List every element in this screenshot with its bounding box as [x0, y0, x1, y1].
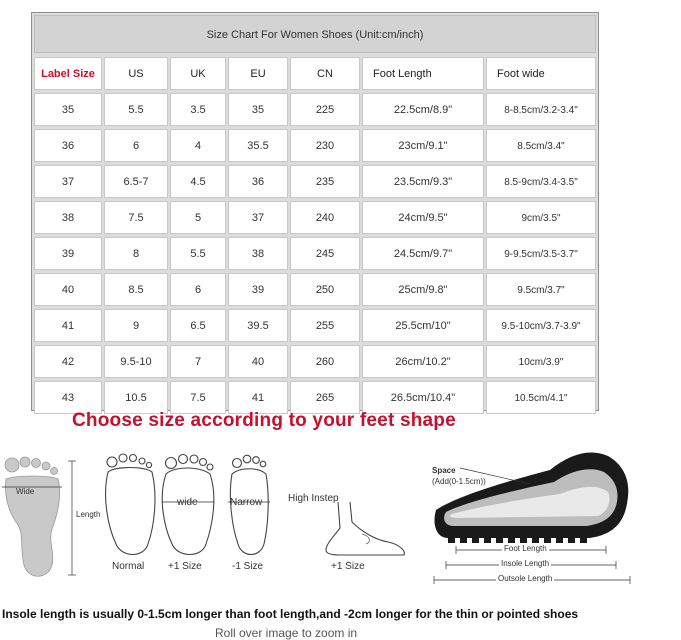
size-chart [31, 12, 599, 411]
table-cell: 40 [228, 345, 288, 378]
table-cell: 38 [228, 237, 288, 270]
table-cell: 245 [290, 237, 360, 270]
rollover-hint: Roll over image to zoom in [215, 626, 358, 640]
header-eu: EU [228, 57, 288, 90]
table-cell: 3.5 [170, 93, 226, 126]
table-cell: 25cm/9.8" [362, 273, 484, 306]
feet-wide-label: wide [177, 497, 198, 508]
header-foot-wide: Foot wide [486, 57, 596, 90]
table-cell: 39 [228, 273, 288, 306]
table-cell: 39 [34, 237, 102, 270]
table-cell: 42 [34, 345, 102, 378]
feet-narrow-label: Narrow [230, 497, 263, 508]
table-cell: 9.5-10 [104, 345, 168, 378]
length-label: Length [76, 510, 101, 519]
table-cell: 24cm/9.5" [362, 201, 484, 234]
chart-title: Size Chart For Women Shoes (Unit:cm/inch) [34, 15, 596, 53]
table-cell: 5.5 [104, 93, 168, 126]
header-cn: CN [290, 57, 360, 90]
table-cell: 8.5-9cm/3.4-3.5" [486, 165, 596, 198]
table-cell: 230 [290, 129, 360, 162]
table-cell: 26cm/10.2" [362, 345, 484, 378]
table-cell: 36 [228, 165, 288, 198]
table-cell: 6.5-7 [104, 165, 168, 198]
table-cell: 260 [290, 345, 360, 378]
table-cell: 10.5 [104, 381, 168, 414]
plus-one-size-label: +1 Size [168, 561, 202, 572]
table-cell: 6 [104, 129, 168, 162]
table-cell: 9.5-10cm/3.7-3.9" [486, 309, 596, 342]
table-cell: 23.5cm/9.3" [362, 165, 484, 198]
table-cell: 4 [170, 129, 226, 162]
table-cell: 235 [290, 165, 360, 198]
table-cell: 6 [170, 273, 226, 306]
table-cell: 225 [290, 93, 360, 126]
table-cell: 35 [34, 93, 102, 126]
guide-heading: Choose size according to your feet shape [72, 410, 456, 431]
header-label-size: Label Size [34, 57, 102, 90]
table-cell: 38 [34, 201, 102, 234]
space-range-label: (Add(0-1.5cm)) [432, 477, 486, 486]
table-cell: 43 [34, 381, 102, 414]
normal-label: Normal [112, 561, 145, 572]
table-cell: 35.5 [228, 129, 288, 162]
table-cell: 36 [34, 129, 102, 162]
table-cell: 10cm/3.9" [486, 345, 596, 378]
table-cell: 9-9.5cm/3.5-3.7" [486, 237, 596, 270]
table-cell: 35 [228, 93, 288, 126]
plus-one-size-instep-label: +1 Size [331, 561, 365, 572]
foot-sole-diagram [0, 455, 105, 585]
table-cell: 4.5 [170, 165, 226, 198]
table-cell: 9 [104, 309, 168, 342]
wide-label: Wide [16, 487, 35, 496]
table-cell: 40 [34, 273, 102, 306]
table-cell: 41 [34, 309, 102, 342]
table-cell: 23cm/9.1" [362, 129, 484, 162]
table-cell: 22.5cm/8.9" [362, 93, 484, 126]
table-cell: 9cm/3.5" [486, 201, 596, 234]
table-cell: 6.5 [170, 309, 226, 342]
table-cell: 5 [170, 201, 226, 234]
insole-length-label: Insole Length [501, 559, 550, 568]
high-instep-label: High Instep [288, 493, 339, 504]
table-cell: 24.5cm/9.7" [362, 237, 484, 270]
table-cell: 39.5 [228, 309, 288, 342]
table-cell: 255 [290, 309, 360, 342]
high-instep-diagram [300, 500, 410, 560]
foot-length-label: Foot Length [504, 544, 547, 553]
table-cell: 250 [290, 273, 360, 306]
size-table [34, 57, 596, 414]
table-cell: 265 [290, 381, 360, 414]
table-cell: 7 [170, 345, 226, 378]
table-cell: 240 [290, 201, 360, 234]
header-foot-length: Foot Length [362, 57, 484, 90]
table-cell: 10.5cm/4.1" [486, 381, 596, 414]
header-uk: UK [170, 57, 226, 90]
table-cell: 7.5 [104, 201, 168, 234]
table-cell: 8-8.5cm/3.2-3.4" [486, 93, 596, 126]
table-cell: 7.5 [170, 381, 226, 414]
table-cell: 8 [104, 237, 168, 270]
table-cell: 26.5cm/10.4" [362, 381, 484, 414]
table-cell: 41 [228, 381, 288, 414]
space-label: Space [432, 466, 456, 475]
header-us: US [104, 57, 168, 90]
minus-one-size-label: -1 Size [232, 561, 264, 572]
outsole-length-label: Outsole Length [498, 574, 553, 583]
table-cell: 9.5cm/3.7" [486, 273, 596, 306]
table-cell: 37 [228, 201, 288, 234]
insole-note: Insole length is usually 0-1.5cm longer than foot length,and -2cm longer for the thin or pointed shoes [2, 607, 579, 621]
table-cell: 8.5 [104, 273, 168, 306]
table-cell: 5.5 [170, 237, 226, 270]
table-cell: 25.5cm/10" [362, 309, 484, 342]
table-cell: 8.5cm/3.4" [486, 129, 596, 162]
table-cell: 37 [34, 165, 102, 198]
